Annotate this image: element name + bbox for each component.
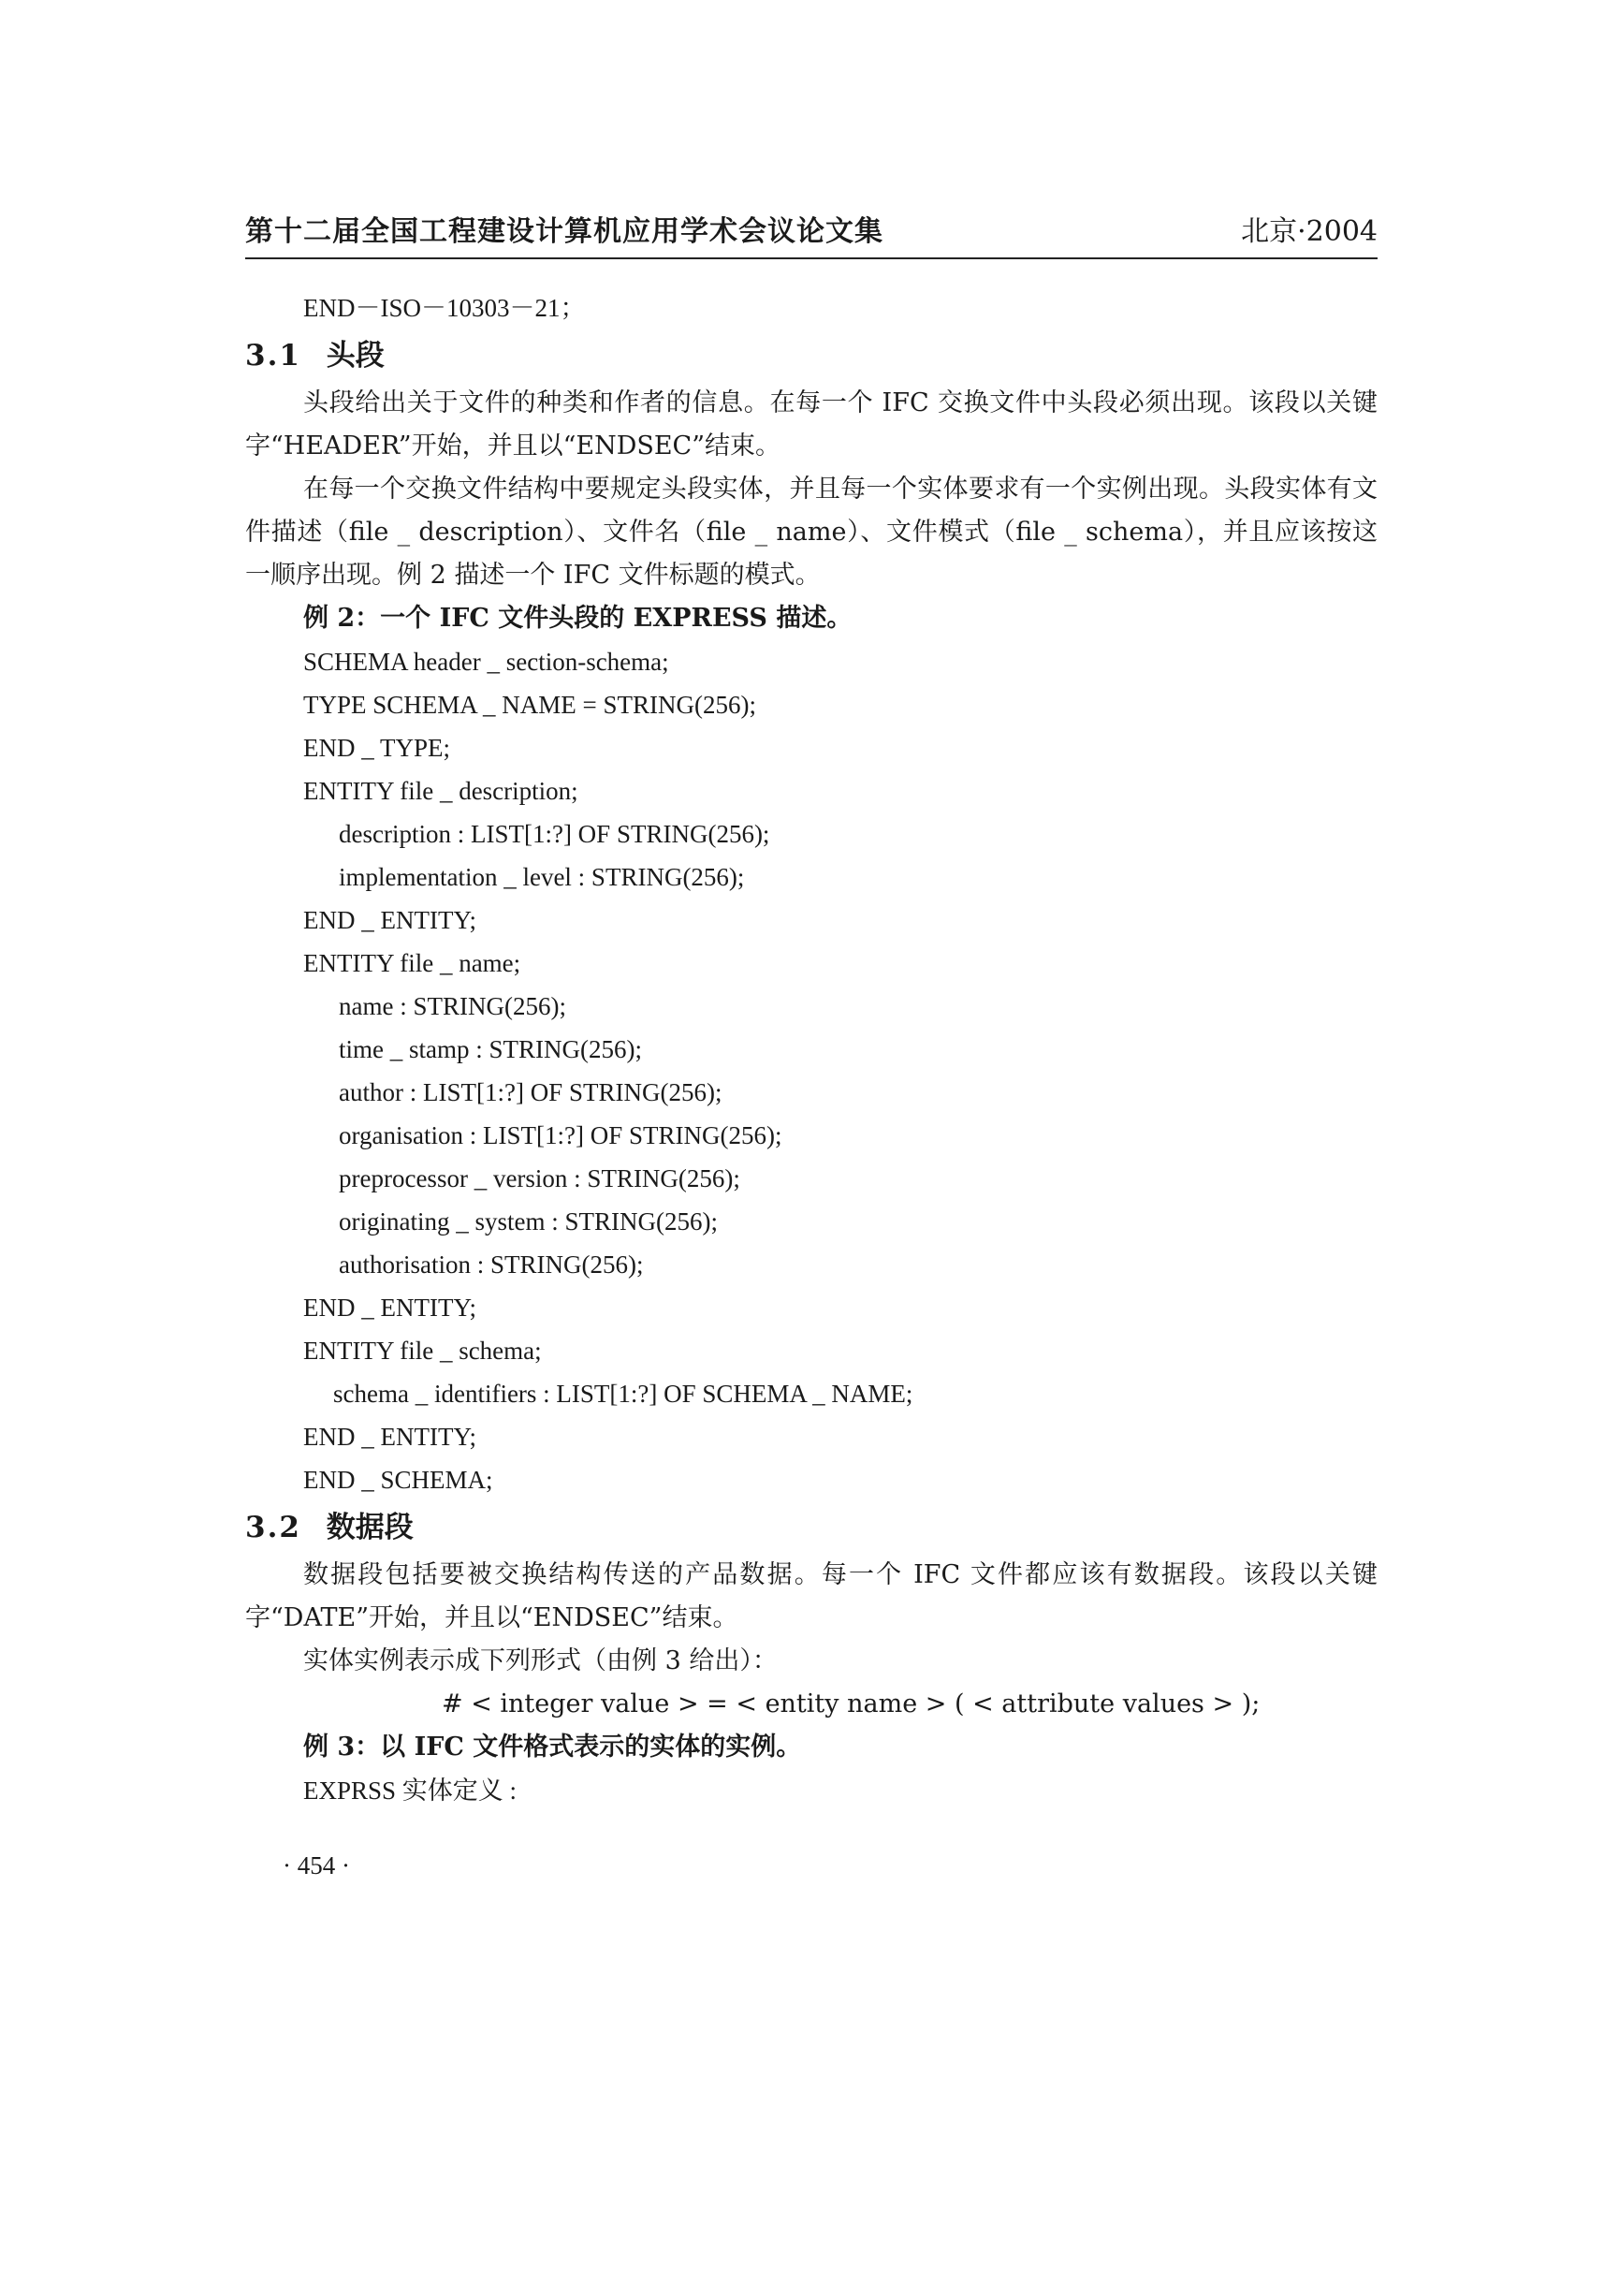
header-rule [245, 257, 1378, 259]
paragraph-text: 头段给出关于文件的种类和作者的信息。在每一个 IFC 交换文件中头段必须出现。该段以关键字“HEADER”开始，并且以“ENDSEC”结束。 [245, 388, 1378, 461]
code-block [245, 640, 1378, 1501]
code-line: END _ ENTITY; [303, 1423, 476, 1451]
formula-line: # < integer value > = < entity name > ( < attribute values > ); [442, 1689, 1261, 1718]
paragraph-text: 数据段包括要被交换结构传送的产品数据。每一个 IFC 文件都应该有数据段。该段以关键字“DATE”开始，并且以“ENDSEC”结束。 [245, 1560, 1378, 1632]
section-heading-3-1 [245, 329, 1378, 382]
code-line: originating _ system : STRING(256); [339, 1207, 718, 1236]
code-line: EXPRSS 实体定义 : [303, 1777, 518, 1805]
page-number: · 454 · [283, 1851, 350, 1879]
section-title: 数据段 [326, 1511, 414, 1544]
code-line: preprocessor _ version : STRING(256); [339, 1164, 740, 1192]
code-line: END _ ENTITY; [303, 1294, 476, 1322]
intro-code-line: END－ISO－10303－21； [303, 294, 586, 322]
code-line: END _ ENTITY; [303, 906, 476, 934]
code-line: ENTITY file _ schema; [303, 1337, 542, 1365]
example-title: 例 2：一个 IFC 文件头段的 EXPRESS 描述。 [303, 604, 853, 633]
page-body [245, 286, 1378, 1812]
code-line: implementation _ level : STRING(256); [339, 863, 745, 891]
running-header [245, 208, 1378, 251]
code-line: author : LIST[1:?] OF STRING(256); [339, 1078, 722, 1106]
code-line: description : LIST[1:?] OF STRING(256); [339, 820, 770, 848]
code-line: time _ stamp : STRING(256); [339, 1035, 642, 1063]
section-heading-3-2 [245, 1501, 1378, 1554]
code-line: ENTITY file _ description; [303, 777, 578, 805]
paragraph [245, 468, 1378, 597]
paragraph-text: 实体实例表示成下列形式（由例 3 给出）： [303, 1646, 778, 1675]
code-line: ENTITY file _ name; [303, 949, 521, 977]
section-title: 头段 [326, 339, 385, 373]
code-line: organisation : LIST[1:?] OF STRING(256); [339, 1121, 782, 1149]
code-line: END _ TYPE; [303, 734, 451, 762]
code-line: authorisation : STRING(256); [339, 1250, 644, 1279]
code-line: schema _ identifiers : LIST[1:?] OF SCHEMA _ NAME; [333, 1380, 913, 1408]
code-line: END _ SCHEMA; [303, 1466, 493, 1494]
paragraph-text: 在每一个交换文件结构中要规定头段实体，并且每一个实体要求有一个实例出现。头段实体有文件描述（file _ description）、文件名（file _ name）、文件模式（file _ schema），并且应该按这一顺序出现。例 2 描述一个 IFC 文件标题的模式。 [245, 475, 1378, 590]
code-line: TYPE SCHEMA _ NAME = STRING(256); [303, 691, 756, 719]
example-title: 例 3：以 IFC 文件格式表示的实体的实例。 [303, 1733, 802, 1762]
code-line: SCHEMA header _ section-schema; [303, 648, 669, 676]
section-number: 3.2 [245, 1511, 301, 1544]
paragraph [245, 1640, 1378, 1683]
paragraph [245, 1554, 1378, 1640]
header-location-year: 北京·2004 [1241, 215, 1378, 248]
code-line: name : STRING(256); [339, 992, 566, 1020]
section-number: 3.1 [245, 339, 301, 373]
paragraph [245, 382, 1378, 468]
header-title: 第十二届全国工程建设计算机应用学术会议论文集 [245, 215, 883, 248]
